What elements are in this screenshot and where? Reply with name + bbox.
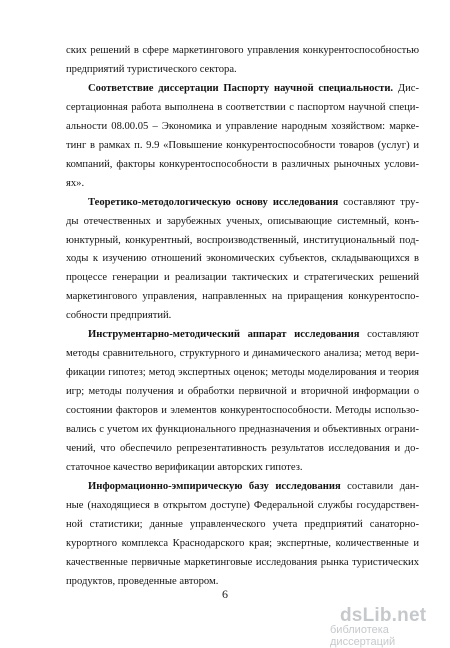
text-line (66, 499, 419, 513)
text-run: составляют (359, 329, 419, 341)
text-line (66, 290, 419, 304)
text-run: игр; методы получения и обработки первичной и вторичной информации о (66, 386, 419, 398)
text-run: методы сравнительного, структурного и динамического анализа; метод вери- (66, 348, 419, 360)
text-line (66, 461, 419, 475)
text-line (66, 252, 419, 266)
text-line (66, 234, 419, 248)
text-run: статочное качество верификации авторских гипотез. (66, 461, 303, 473)
text-run: предприятий туристического сектора. (66, 64, 237, 75)
text-line (66, 347, 419, 361)
text-run: продуктов, проведенные автором. (66, 575, 219, 587)
text-run: альности 08.00.05 – Экономика и управление народным хозяйством: марке- (66, 120, 419, 132)
text-line (66, 385, 419, 399)
text-line (66, 44, 419, 58)
text-run: ды отечественных и зарубежных ученых, описывающие системный, конъ- (66, 215, 419, 227)
text-line (88, 82, 419, 96)
text-line (66, 309, 419, 323)
text-run: сертационная работа выполнена в соответствии с паспортом научной специ- (66, 101, 419, 113)
text-run: процессе генерации и реализации тактических и стратегических решений (66, 272, 419, 284)
text-run: курортного комплекса Краснодарского края; экспертные, количественные и (66, 537, 419, 549)
text-line (88, 196, 419, 210)
text-line (66, 139, 419, 153)
page-number: 6 (222, 587, 228, 601)
text-run: вались с учетом их функционального предназначения и объективных ограни- (66, 424, 419, 435)
text-line (66, 442, 419, 456)
text-line (66, 423, 419, 437)
text-line (66, 177, 419, 191)
text-run: ях». (66, 177, 85, 189)
text-run: маркетингового управления, направленных на приращения конкурентоспо- (66, 291, 419, 303)
text-run: тинг в рамках п. 9.9 «Повышение конкурентоспособности товаров (услуг) и (66, 139, 419, 151)
text-line (66, 366, 419, 380)
text-run: компаний, факторы конкурентоспособности в различных рыночных услови- (66, 158, 419, 170)
text-line (66, 271, 419, 285)
text-line (66, 215, 419, 229)
text-run: ные (находящиеся в открытом доступе) Федеральной службы государствен- (66, 499, 419, 511)
text-run: составили дан- (340, 480, 419, 492)
text-run: юнктурный, конкурентный, воспроизводственный, институциональный под- (66, 234, 419, 246)
text-run: ских решений в сфере маркетингового управления конкурентоспособностью (66, 45, 419, 56)
bold-text: Теоретико-методологическую основу исследования (88, 196, 339, 208)
text-run: ходы к изучению отношений экономических субъектов, складывающихся в (66, 253, 419, 265)
text-line (66, 63, 419, 77)
text-run: фикации гипотез; метод экспертных оценок; методы моделирования и теория (66, 367, 419, 379)
text-run: ной статистики; данные управленческого учета предприятий санаторно- (66, 518, 419, 530)
text-line (66, 518, 419, 532)
text-line (66, 101, 419, 115)
text-run: составляют тру- (338, 196, 419, 208)
text-run: собности предприятий. (66, 310, 172, 322)
text-run: качественные первичные маркетинговые исследования рынка туристических (66, 556, 419, 568)
text-line (66, 537, 419, 551)
text-line (88, 480, 419, 494)
text-run: Дис- (393, 82, 419, 94)
text-line (88, 328, 419, 342)
bold-text: Информационно-эмпирическую базу исследования (88, 480, 341, 492)
text-line (66, 120, 419, 134)
bold-text: Инструментарно-методический аппарат исследования (88, 329, 360, 341)
text-run: чений, что обеспечило репрезентативность результатов исследования и до- (66, 442, 419, 454)
bold-text: Соответствие диссертации Паспорту научной специальности. (88, 82, 394, 94)
text-line (66, 556, 419, 570)
text-line (66, 404, 419, 418)
watermark-logo: dsLib.net (340, 605, 427, 626)
text-run: состоянии факторов и элементов конкурентоспособности. Методы использо- (66, 405, 419, 417)
text-line (66, 158, 419, 172)
watermark-tagline: библиотека диссертаций (330, 624, 396, 648)
